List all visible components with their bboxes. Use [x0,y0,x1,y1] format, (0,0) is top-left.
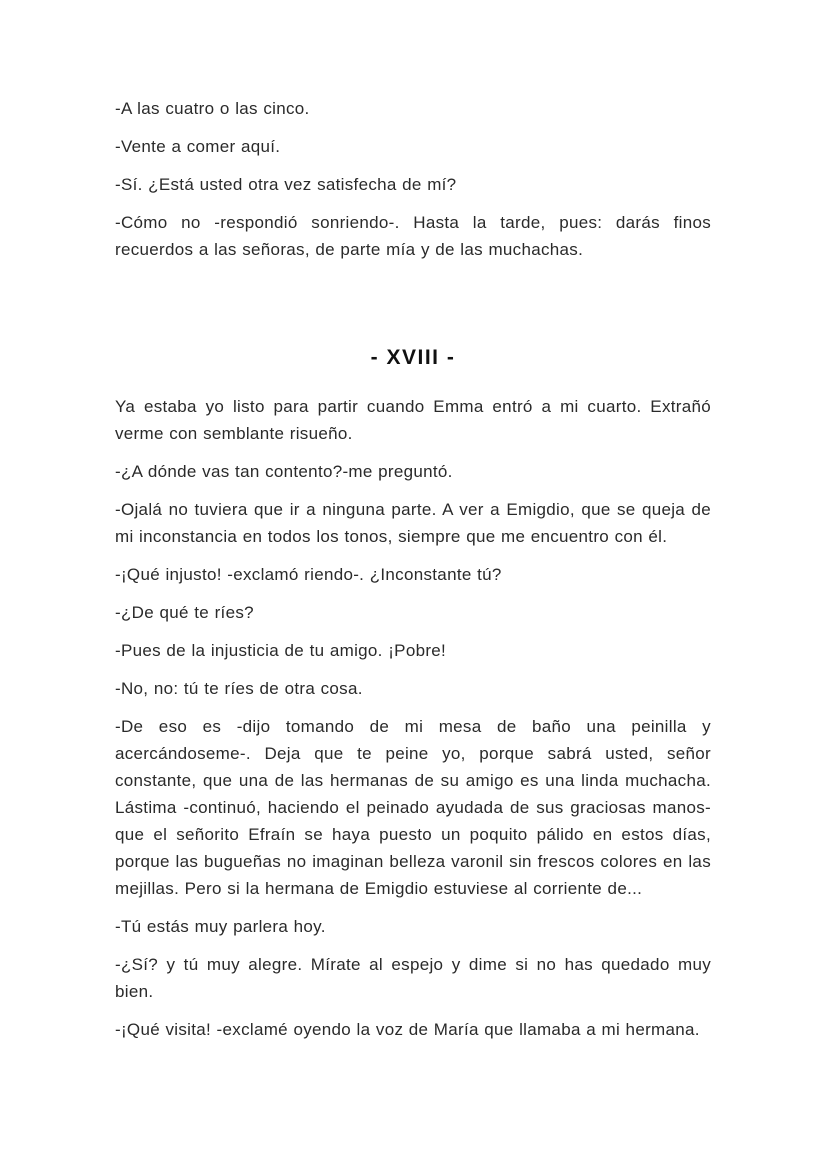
dialogue-paragraph: -Vente a comer aquí. [115,137,281,156]
dialogue-paragraph: -¿De qué te ríes? [115,603,254,622]
chapter-heading: - XVIII - [370,346,456,369]
dialogue-paragraph: -¡Qué injusto! -exclamó riendo-. ¿Inconstante tú? [115,565,502,584]
dialogue-paragraph: -Tú estás muy parlera hoy. [115,917,326,936]
dialogue-paragraph: -De eso es -dijo tomando de mi mesa de baño una peinilla y acercándoseme-. Deja que te peine yo, porque sabrá usted, señor constante, que una de las hermanas de su amigo es una linda muchacha. Lástima -continuó, haciendo el peinado ayudada de sus graciosas manos- que el señorito Efraín se haya puesto un poquito pálido en estos días, porque las bugueñas no imaginan belleza varonil sin frescos colores en las mejillas. Pero si la hermana de Emigdio estuviese al corriente de... [115,717,711,898]
dialogue-paragraph: -No, no: tú te ríes de otra cosa. [115,679,363,698]
dialogue-paragraph: -Sí. ¿Está usted otra vez satisfecha de mí? [115,175,457,194]
dialogue-paragraph: -¿Sí? y tú muy alegre. Mírate al espejo y dime si no has quedado muy bien. [115,955,711,1001]
dialogue-paragraph: -Ojalá no tuviera que ir a ninguna parte. A ver a Emigdio, que se queja de mi inconstancia en todos los tonos, siempre que me encuentro con él. [115,500,711,546]
narrative-paragraph: Ya estaba yo listo para partir cuando Emma entró a mi cuarto. Extrañó verme con semblante risueño. [115,397,711,443]
dialogue-paragraph: -A las cuatro o las cinco. [115,99,310,118]
dialogue-paragraph: -¡Qué visita! -exclamé oyendo la voz de María que llamaba a mi hermana. [115,1020,700,1039]
dialogue-paragraph: -Pues de la injusticia de tu amigo. ¡Pobre! [115,641,447,660]
dialogue-paragraph: -¿A dónde vas tan contento?-me preguntó. [115,462,453,481]
dialogue-paragraph: -Cómo no -respondió sonriendo-. Hasta la tarde, pues: darás finos recuerdos a las señoras, de parte mía y de las muchachas. [115,213,711,259]
